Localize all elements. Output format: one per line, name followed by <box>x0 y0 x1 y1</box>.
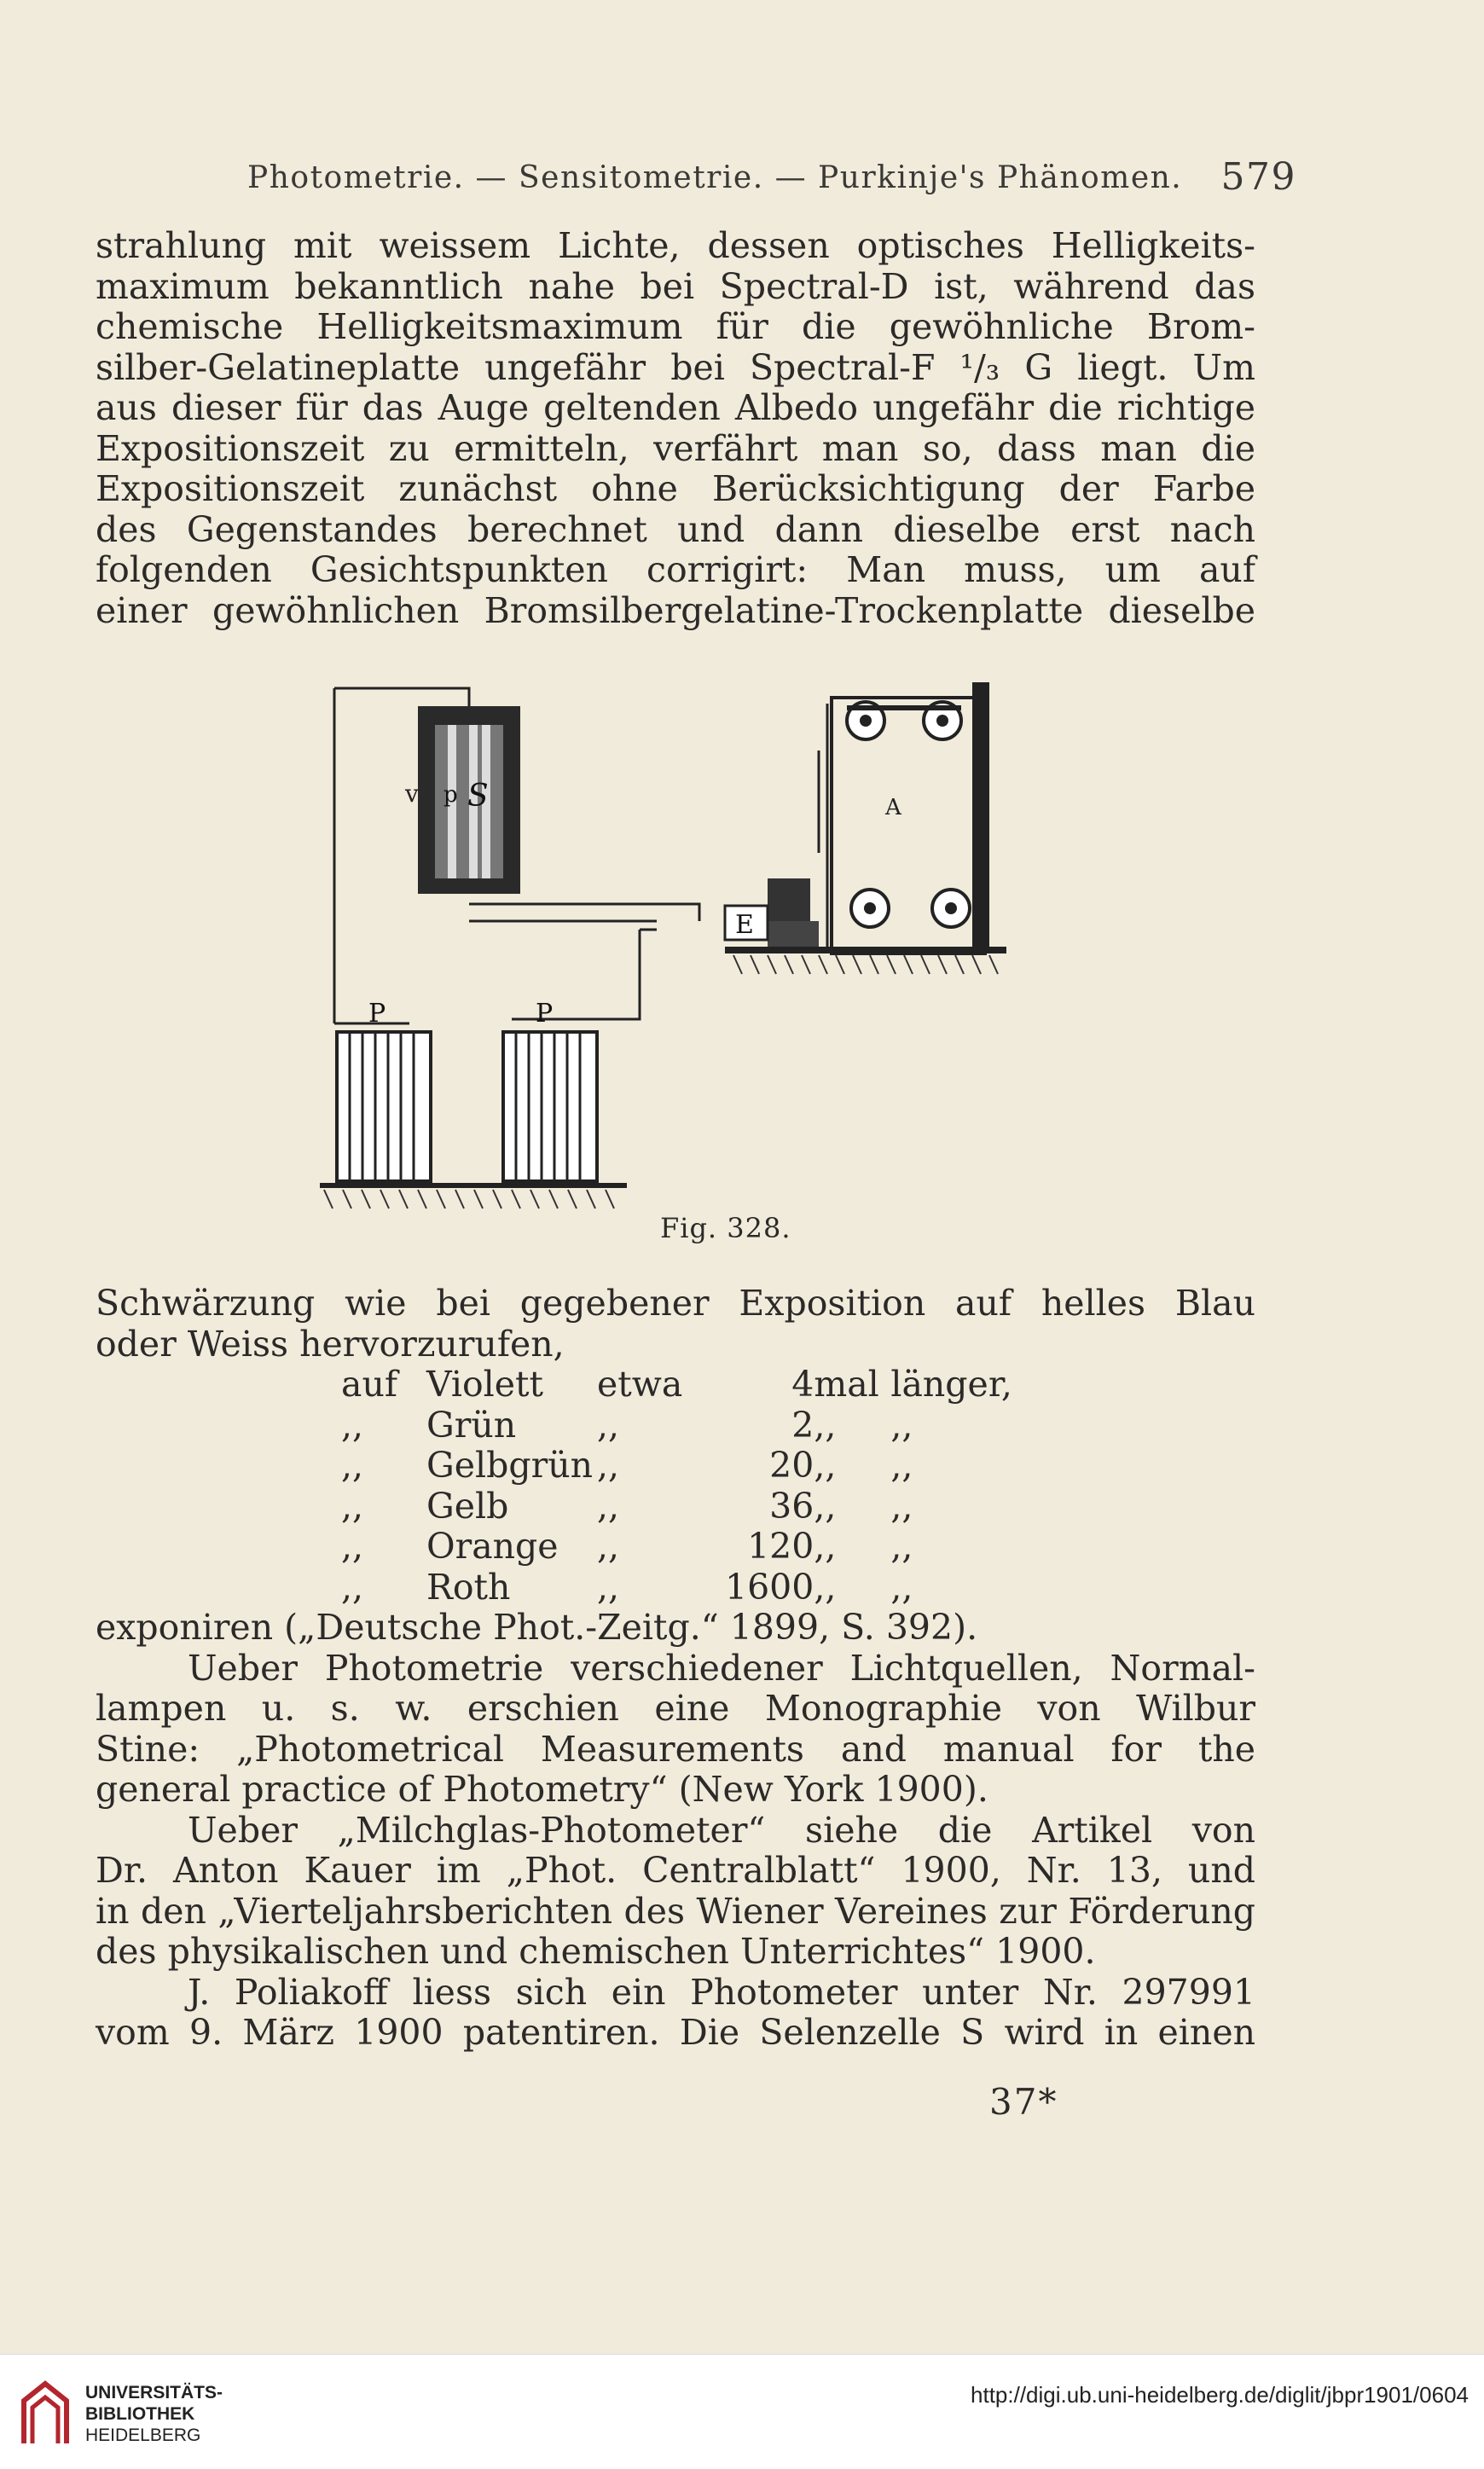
label-v: v <box>405 780 419 808</box>
text-line: aus dieser für das Auge geltenden Albedo ungefähr die richtige <box>96 387 1255 428</box>
text-line: strahlung mit weissem Lichte, dessen optisches Helligkeits- <box>96 225 1255 266</box>
label-e: E <box>735 910 754 940</box>
label-p: p <box>443 782 458 808</box>
exposure-row <box>341 1527 1012 1568</box>
selenium-cell-holder <box>404 706 520 894</box>
label-p1: P <box>368 999 386 1029</box>
exposure-color: Roth <box>426 1566 511 1608</box>
paragraph-3 <box>96 1608 1255 2054</box>
running-title: Photometrie. — Sensitometrie. — Purkinje's Phänomen. <box>247 160 1183 195</box>
exposure-etwa: ,, <box>597 1404 620 1446</box>
text-line: Ueber Photometrie verschiedener Lichtquellen, Normal- <box>188 1647 1255 1689</box>
text-line: silber-Gelatineplatte ungefähr bei Spectral-F ¹/₃ G liegt. Um <box>96 346 1255 388</box>
library-logo-icon <box>15 2375 75 2452</box>
text-line: general practice of Photometry“ (New York 1900). <box>96 1769 988 1810</box>
exposure-prefix: auf <box>341 1364 398 1405</box>
exposure-row <box>341 1405 1012 1446</box>
paragraph-2 <box>96 1284 1255 1365</box>
exposure-color: Gelb <box>426 1485 509 1527</box>
exposure-factor: 36 <box>769 1485 814 1527</box>
library-line-3: HEIDELBERG <box>85 2426 201 2445</box>
exposure-prefix: ,, <box>341 1566 364 1608</box>
exposure-etwa: ,, <box>597 1445 620 1486</box>
exposure-unit: ,, <box>814 1566 837 1608</box>
batteries <box>320 999 627 1208</box>
text-line: folgenden Gesichtspunkten corrigirt: Man muss, um auf <box>96 549 1255 590</box>
permalink-url[interactable]: http://digi.ub.uni-heidelberg.de/diglit/jbpr1901/0604 <box>971 2382 1469 2408</box>
exposure-unit: ,, <box>814 1526 837 1567</box>
exposure-color: Violett <box>426 1364 544 1405</box>
text-line: des physikalischen und chemischen Unterrichtes“ 1900. <box>96 1931 1096 1972</box>
exposure-row <box>341 1446 1012 1487</box>
exposure-color: Grün <box>426 1404 517 1446</box>
text-line: exponiren („Deutsche Phot.-Zeitg.“ 1899, S. 392). <box>96 1607 978 1648</box>
exposure-factor: 4 <box>791 1364 814 1405</box>
label-a: A <box>885 795 901 820</box>
exposure-prefix: ,, <box>341 1526 364 1567</box>
exposure-factor: 2 <box>791 1404 814 1446</box>
text-line: einer gewöhnlichen Bromsilbergelatine-Trockenplatte dieselbe <box>96 589 1255 631</box>
exposure-etwa: ,, <box>597 1485 620 1527</box>
text-line: Dr. Anton Kauer im „Phot. Centralblatt“ 1900, Nr. 13, und <box>96 1850 1255 1891</box>
exposure-rest: ,, <box>890 1485 913 1527</box>
exposure-row <box>341 1365 1012 1405</box>
exposure-row <box>341 1568 1012 1608</box>
figure-caption: Fig. 328. <box>660 1212 791 1244</box>
exposure-unit: ,, <box>814 1445 837 1486</box>
exposure-unit: ,, <box>814 1404 837 1446</box>
text-line: chemische Helligkeitsmaximum für die gewöhnliche Brom- <box>96 306 1255 347</box>
exposure-etwa: ,, <box>597 1526 620 1567</box>
exposure-rest: ,, <box>890 1526 913 1567</box>
exposure-table <box>341 1365 1012 1608</box>
text-line: oder Weiss hervorzurufen, <box>96 1323 565 1365</box>
text-line: Stine: „Photometrical Measurements and manual for the <box>96 1728 1255 1770</box>
library-line-1: UNIVERSITÄTS- <box>85 2383 223 2402</box>
page-number: 579 <box>1220 155 1296 199</box>
signature-mark: 37* <box>989 2081 1058 2123</box>
label-p2: P <box>536 999 554 1029</box>
exposure-rest: länger, <box>890 1364 1012 1405</box>
exposure-row <box>341 1487 1012 1527</box>
exposure-rest: ,, <box>890 1404 913 1446</box>
exposure-prefix: ,, <box>341 1404 364 1446</box>
text-line: Ueber „Milchglas-Photometer“ siehe die Artikel von <box>188 1809 1255 1851</box>
text-line: lampen u. s. w. erschien eine Monographie von Wilbur <box>96 1688 1255 1729</box>
text-line: maximum bekanntlich nahe bei Spectral-D ist, während das <box>96 265 1255 307</box>
viewer-footer <box>0 2354 1484 2469</box>
text-line: des Gegenstandes berechnet und dann dieselbe erst nach <box>96 508 1255 550</box>
text-line: vom 9. März 1900 patentiren. Die Selenzelle S wird in einen <box>96 2012 1255 2053</box>
exposure-rest: ,, <box>890 1445 913 1486</box>
exposure-unit: ,, <box>814 1485 837 1527</box>
label-s: S <box>467 779 489 814</box>
exposure-factor: 20 <box>769 1445 814 1486</box>
exposure-rest: ,, <box>890 1566 913 1608</box>
exposure-etwa: etwa <box>597 1364 683 1405</box>
recorder-box <box>725 682 1006 974</box>
text-line: Schwärzung wie bei gegebener Exposition auf helles Blau <box>96 1283 1255 1324</box>
exposure-color: Gelbgrün <box>426 1445 594 1486</box>
exposure-color: Orange <box>426 1526 559 1567</box>
exposure-prefix: ,, <box>341 1485 364 1527</box>
exposure-factor: 1600 <box>725 1566 814 1608</box>
text-line: in den „Vierteljahrsberichten des Wiener Vereines zur Förderung <box>96 1890 1255 1932</box>
text-line: J. Poliakoff liess sich ein Photometer unter Nr. 297991 <box>188 1971 1255 2013</box>
text-line: Expositionszeit zu ermitteln, verfährt man so, dass man die <box>96 427 1255 469</box>
text-line: Expositionszeit zunächst ohne Berücksichtigung der Farbe <box>96 468 1255 509</box>
paragraph-1 <box>96 226 1255 631</box>
exposure-prefix: ,, <box>341 1445 364 1486</box>
library-name <box>85 2382 223 2446</box>
exposure-factor: 120 <box>747 1526 814 1567</box>
apparatus-figure <box>307 665 1075 1228</box>
library-line-2: BIBLIOTHEK <box>85 2404 195 2424</box>
exposure-unit: mal <box>814 1364 879 1405</box>
running-header <box>247 155 1296 199</box>
exposure-etwa: ,, <box>597 1566 620 1608</box>
